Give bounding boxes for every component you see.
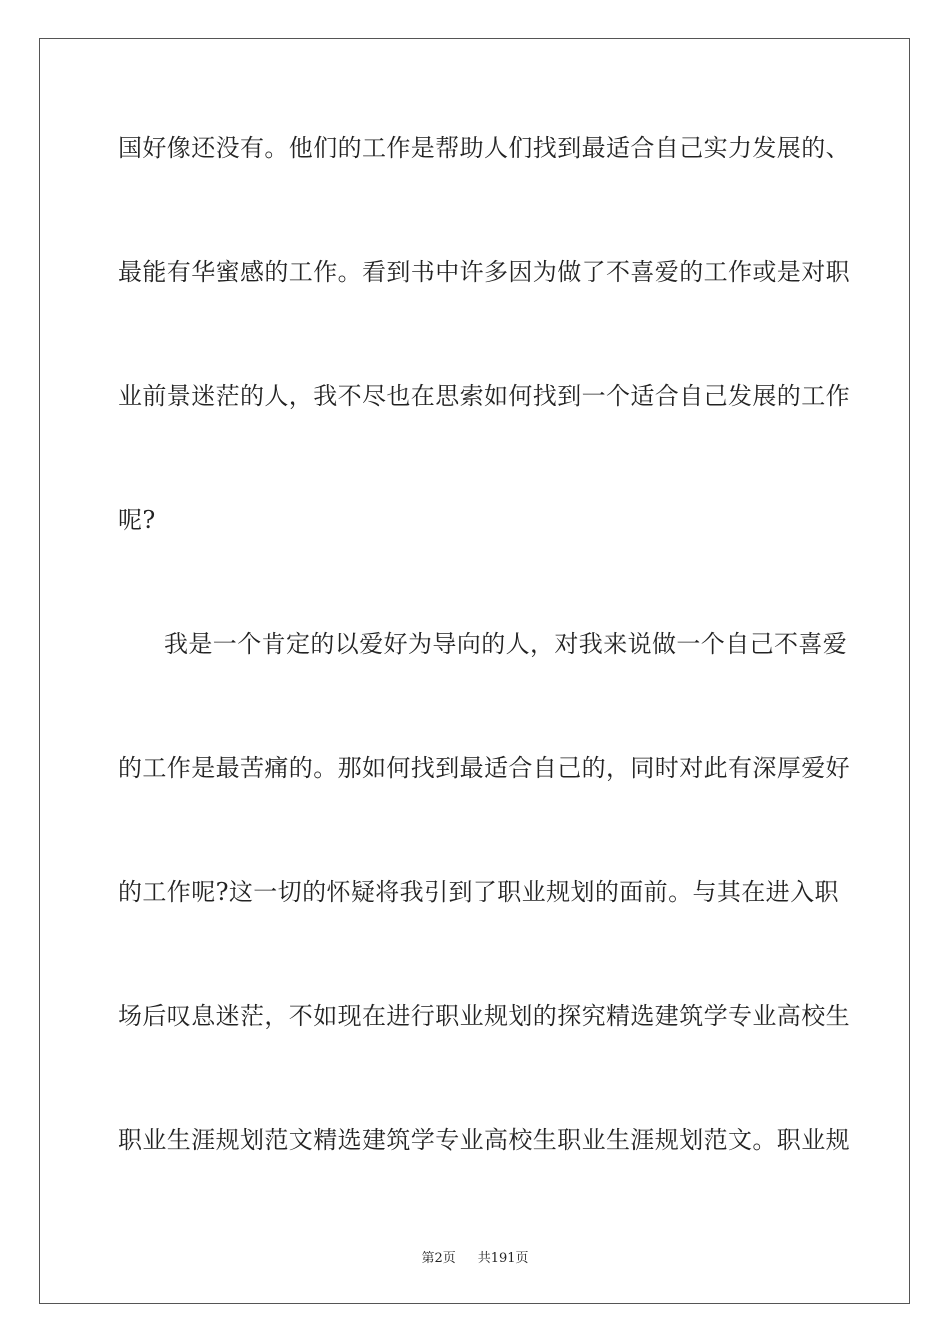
body-text-line: 的工作呢?这一切的怀疑将我引到了职业规划的面前。与其在进入职: [118, 878, 839, 906]
body-text-line: 场后叹息迷茫，不如现在进行职业规划的探究精选建筑学专业高校生: [118, 1002, 850, 1030]
page-border: [39, 38, 910, 1304]
body-text-line: 的工作是最苦痛的。那如何找到最适合自己的，同时对此有深厚爱好: [118, 754, 850, 782]
body-text-line: 职业生涯规划范文精选建筑学专业高校生职业生涯规划范文。职业规: [118, 1126, 850, 1154]
body-text-line: 呢?: [118, 506, 156, 534]
page-footer: [0, 1247, 950, 1266]
total-pages: 共191页: [477, 1251, 529, 1266]
body-text-line: 业前景迷茫的人，我不尽也在思索如何找到一个适合自己发展的工作: [118, 382, 850, 410]
paragraph-first-line: 我是一个肯定的以爱好为导向的人，对我来说做一个自己不喜爱: [164, 630, 848, 658]
page-number: 第2页: [421, 1251, 456, 1266]
body-text-line: 国好像还没有。他们的工作是帮助人们找到最适合自己实力发展的、: [118, 134, 850, 162]
body-text-line: 最能有华蜜感的工作。看到书中许多因为做了不喜爱的工作或是对职: [118, 258, 850, 286]
